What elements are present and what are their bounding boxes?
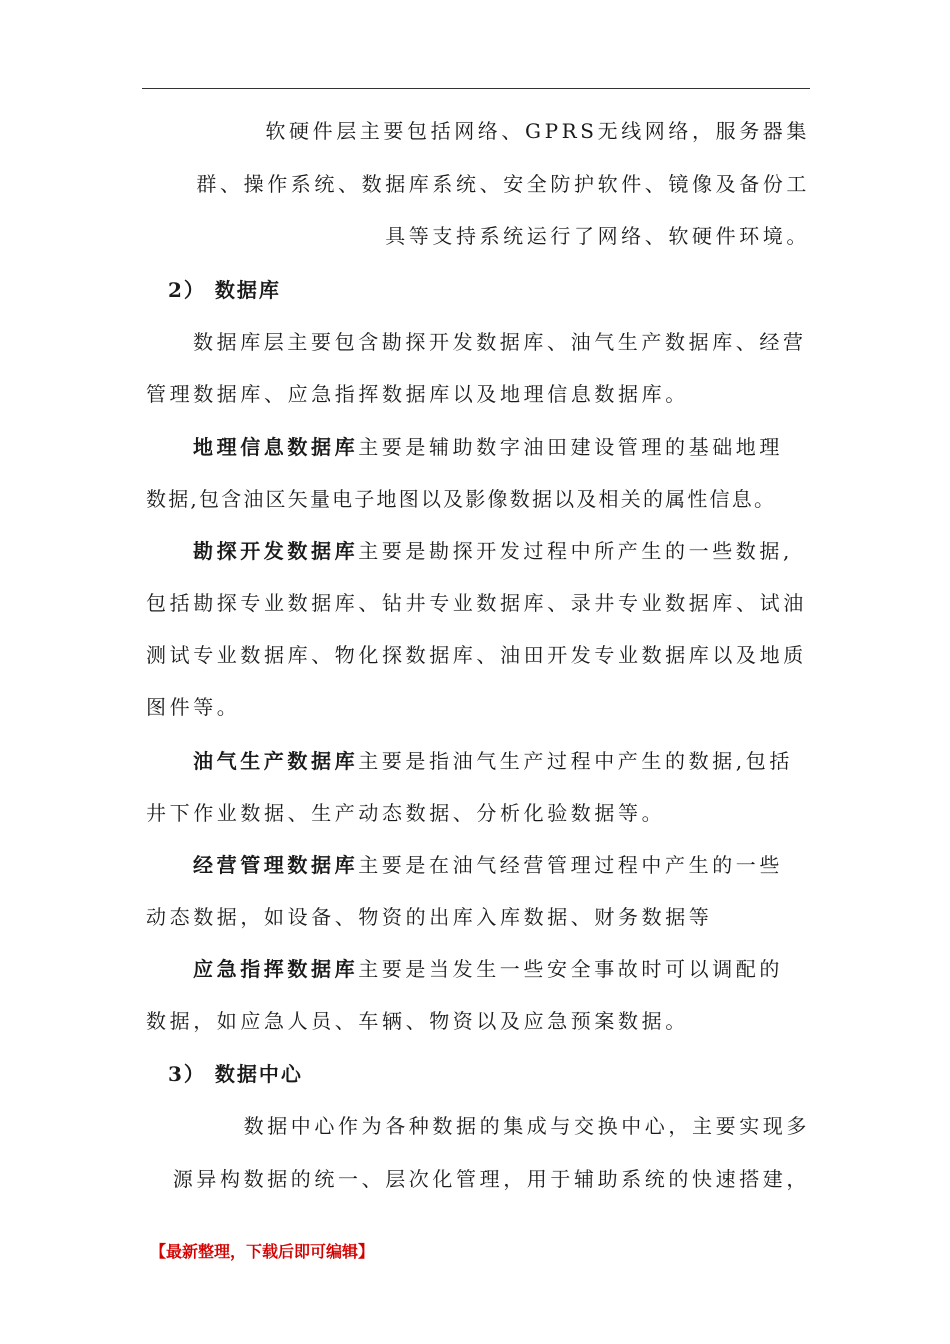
section-heading-data-center: 3） 数据中心 (168, 1062, 303, 1086)
term-description: 主要是当发生一些安全事故时可以调配的 (358, 957, 784, 981)
paragraph-line (193, 955, 783, 983)
paragraph-line: 管理数据库、应急指挥数据库以及地理信息数据库。 (146, 382, 689, 406)
term-description: 主要是勘探开发过程中所产生的一些数据, (358, 539, 793, 563)
paragraph-line: 动态数据，如设备、物资的出库入库数据、财务数据等 (146, 905, 713, 929)
paragraph-line: 数据,包含油区矢量电子地图以及影像数据以及相关的属性信息。 (146, 487, 777, 511)
term-exploration-database: 勘探开发数据库 (193, 539, 359, 563)
paragraph-line: 具等支持系统运行了网络、软硬件环境。 (385, 224, 810, 248)
footer-note: 【最新整理，下载后即可编辑】 (150, 1242, 375, 1261)
paragraph-line: 包括勘探专业数据库、钻井专业数据库、录井专业数据库、试油 (146, 591, 807, 615)
paragraph-line: 井下作业数据、生产动态数据、分析化验数据等。 (146, 801, 666, 825)
header-rule (142, 88, 810, 89)
paragraph-line: 测试专业数据库、物化探数据库、油田开发专业数据库以及地质 (146, 643, 807, 667)
paragraph-line (193, 851, 783, 879)
paragraph-line: 数据，如应急人员、车辆、物资以及应急预案数据。 (146, 1009, 689, 1033)
paragraph-line (193, 433, 783, 461)
paragraph-line: 群、操作系统、数据库系统、安全防护软件、镜像及备份工 (196, 172, 810, 196)
paragraph-line: 软硬件层主要包括网络、GPRS无线网络，服务器集 (265, 119, 810, 143)
paragraph-line: 图件等。 (146, 695, 241, 719)
paragraph-line: 源异构数据的统一、层次化管理，用于辅助系统的快速搭建， (172, 1167, 810, 1191)
term-description: 主要是辅助数字油田建设管理的基础地理 (358, 435, 784, 459)
term-business-database: 经营管理数据库 (193, 853, 359, 877)
paragraph-line: 数据库层主要包含勘探开发数据库、油气生产数据库、经营 (193, 330, 807, 354)
term-emergency-database: 应急指挥数据库 (193, 957, 359, 981)
paragraph-line (193, 537, 793, 565)
paragraph-line (193, 747, 793, 775)
paragraph-line: 数据中心作为各种数据的集成与交换中心，主要实现多 (243, 1114, 810, 1138)
term-geo-database: 地理信息数据库 (193, 435, 359, 459)
term-description: 主要是在油气经营管理过程中产生的一些 (358, 853, 784, 877)
term-production-database: 油气生产数据库 (193, 749, 359, 773)
term-description: 主要是指油气生产过程中产生的数据,包括 (358, 749, 793, 773)
section-heading-database: 2） 数据库 (168, 278, 281, 302)
